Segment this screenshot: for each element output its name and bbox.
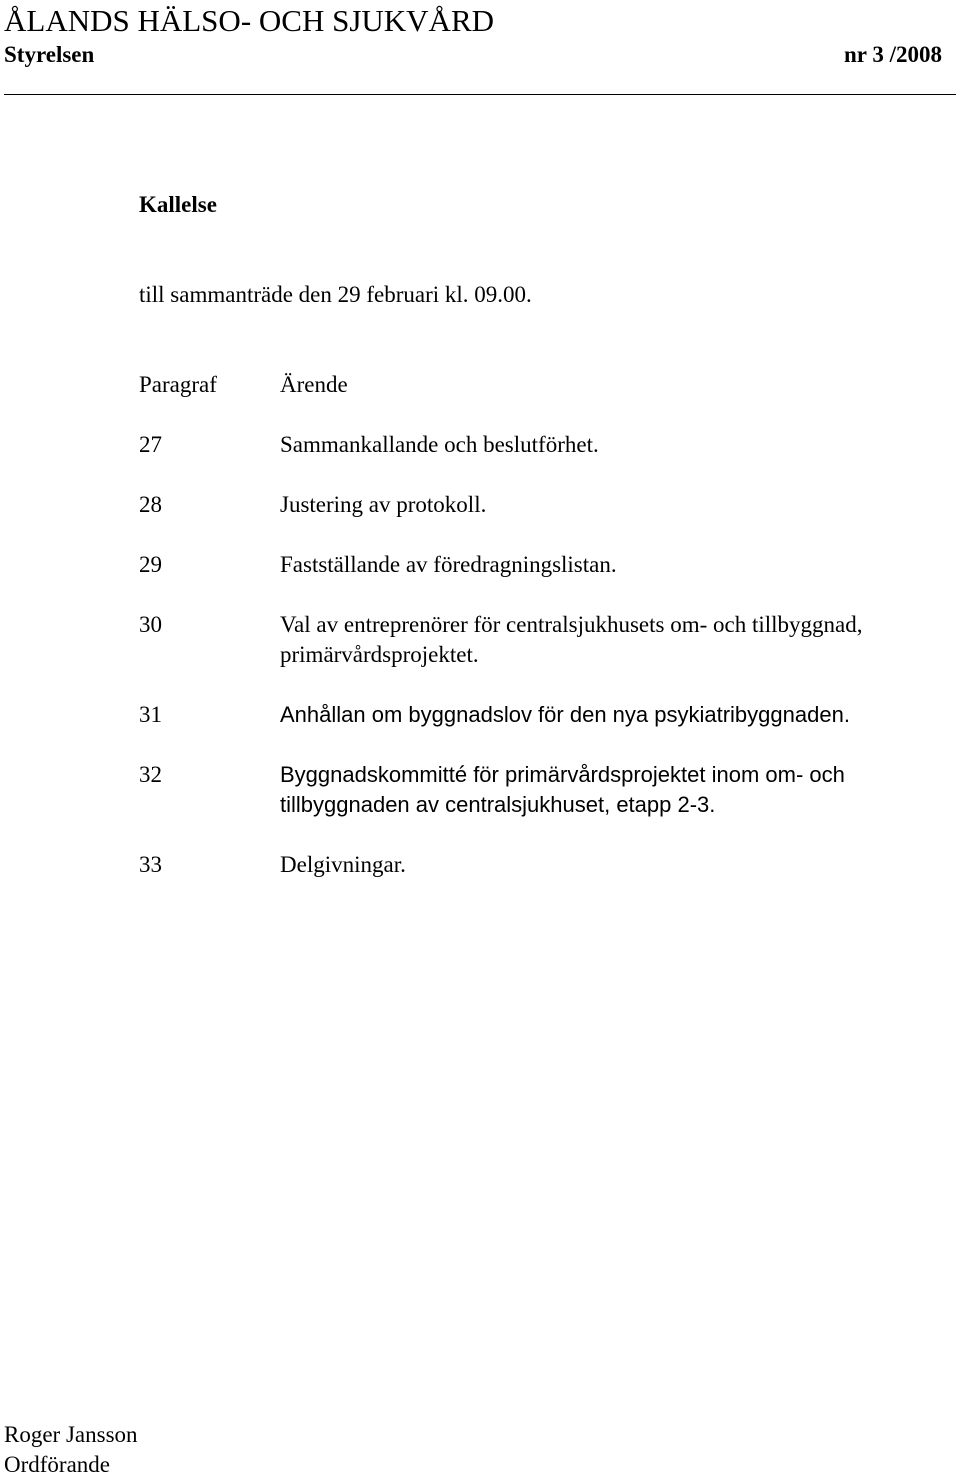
column-header-matter: Ärende (280, 372, 348, 397)
board-name: Styrelsen (4, 42, 95, 67)
organization-title: ÅLANDS HÄLSO- OCH SJUKVÅRD (4, 3, 495, 38)
agenda-item (139, 700, 939, 730)
agenda-item-number: 27 (139, 432, 162, 457)
agenda-header-row (139, 370, 939, 400)
agenda-item (139, 760, 939, 820)
agenda-item-text: Byggnadskommitté för primärvårdsprojektet inom om- och tillbyggnaden av centralsjukhuset, etapp 2-3. (280, 762, 845, 817)
signatory-name: Roger Jansson (4, 1422, 138, 1447)
agenda-item-number: 33 (139, 852, 162, 877)
agenda-item (139, 610, 939, 670)
agenda-item-number: 28 (139, 492, 162, 517)
agenda-item (139, 490, 939, 520)
agenda-item-text: Delgivningar. (280, 852, 406, 877)
agenda-item-number: 32 (139, 762, 162, 787)
agenda-item (139, 550, 939, 580)
document-type: Kallelse (139, 192, 217, 217)
agenda-item-text: Justering av protokoll. (280, 492, 487, 517)
agenda-item-text: Val av entreprenörer för centralsjukhusets om- och tillbyggnad, primärvårdsprojektet. (280, 612, 863, 667)
header-divider (4, 94, 956, 95)
agenda-list (139, 370, 939, 910)
column-header-paragraph: Paragraf (139, 372, 217, 397)
agenda-item-text: Fastställande av föredragningslistan. (280, 552, 617, 577)
agenda-item (139, 850, 939, 880)
agenda-item-text: Anhållan om byggnadslov för den nya psykiatribyggnaden. (280, 702, 850, 727)
agenda-item (139, 430, 939, 460)
agenda-item-number: 31 (139, 702, 162, 727)
meeting-line: till sammanträde den 29 februari kl. 09.00. (139, 282, 532, 307)
agenda-item-text: Sammankallande och beslutförhet. (280, 432, 599, 457)
document-number: nr 3 /2008 (844, 42, 942, 67)
signature-block (4, 1420, 138, 1480)
agenda-item-number: 30 (139, 612, 162, 637)
agenda-item-number: 29 (139, 552, 162, 577)
signatory-title: Ordförande (4, 1452, 111, 1477)
